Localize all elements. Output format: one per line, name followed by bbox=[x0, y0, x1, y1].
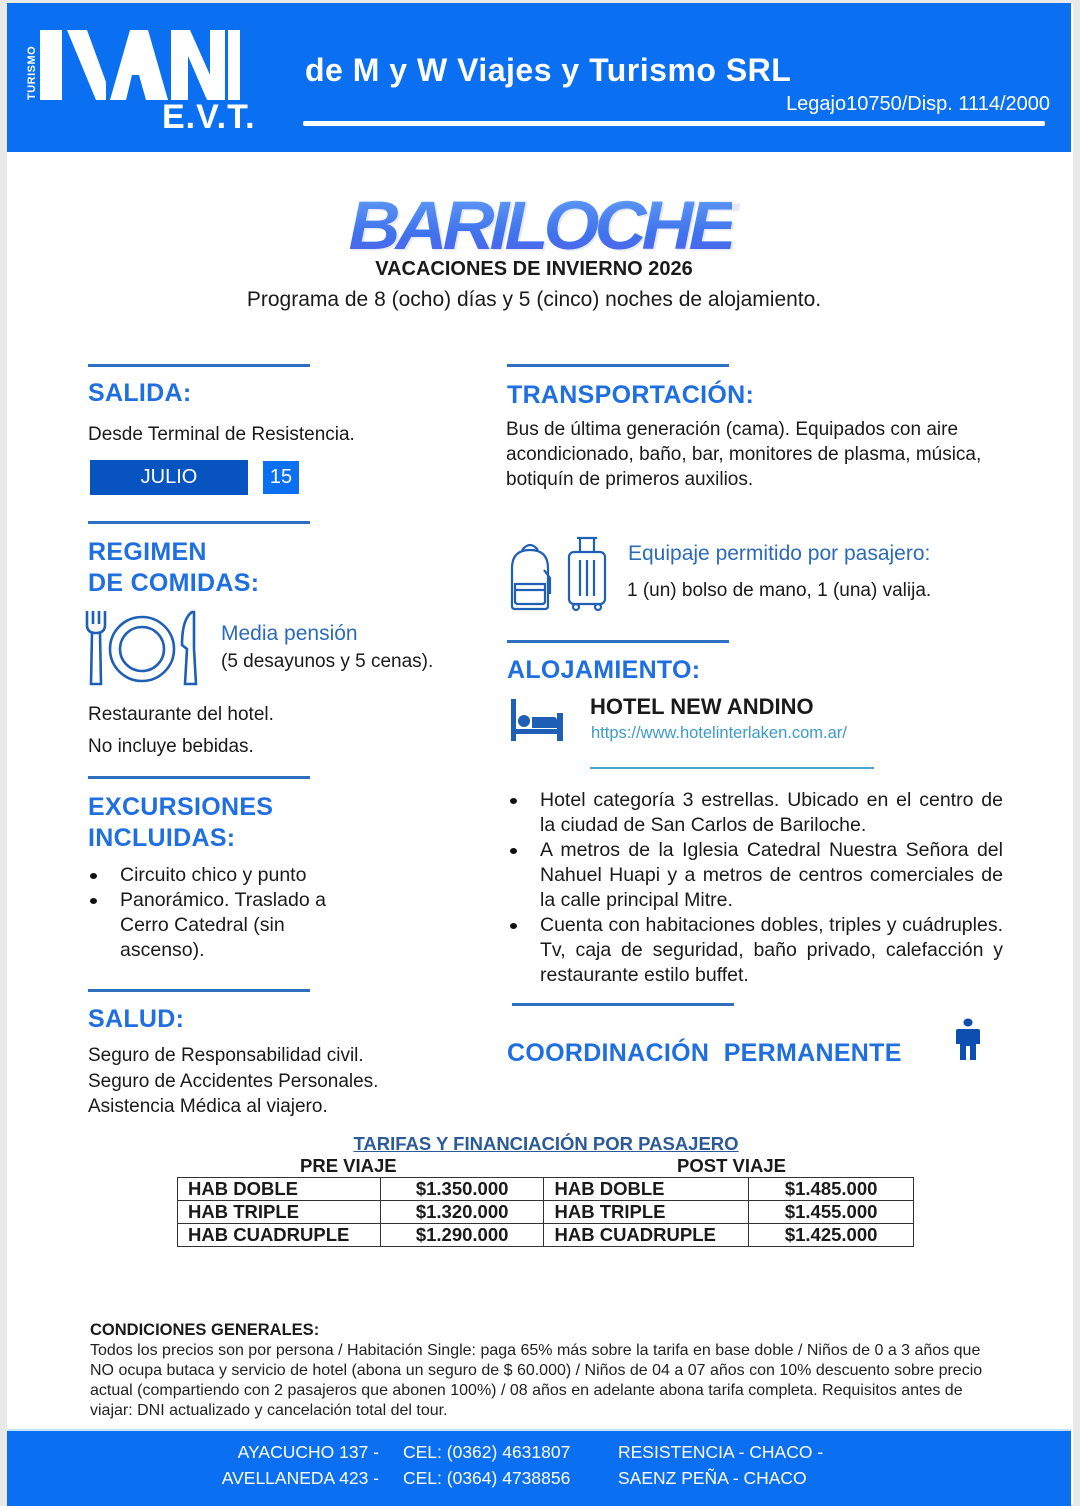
post-room-type: HAB DOBLE bbox=[544, 1178, 749, 1201]
post-price: $1.455.000 bbox=[749, 1201, 914, 1224]
bullet-icon bbox=[90, 873, 97, 879]
hotel-feature-item: A metros de la Iglesia Catedral Nuestra Señora del Nahuel Huapi y a metros de centros comerciales de la calle principal Mitre. bbox=[508, 838, 1003, 913]
section-divider bbox=[507, 364, 729, 367]
bullet-icon bbox=[510, 848, 517, 854]
footer-addresses bbox=[219, 1439, 379, 1491]
luggage-detail: 1 (un) bolso de mano, 1 (una) valija. bbox=[627, 580, 932, 601]
table-row bbox=[178, 1224, 914, 1247]
section-divider bbox=[88, 776, 310, 779]
post-price: $1.485.000 bbox=[749, 1178, 914, 1201]
departure-month-badge: JULIO bbox=[90, 460, 248, 495]
footer-banner bbox=[7, 1429, 1071, 1506]
table-row bbox=[178, 1201, 914, 1224]
post-viaje-header: POST VIAJE bbox=[677, 1155, 786, 1176]
title-block bbox=[0, 185, 1080, 267]
meal-plan-detail: (5 desayunos y 5 cenas). bbox=[221, 651, 434, 672]
excursion-item: Panorámico. Traslado a Cerro Catedral (sin ascenso). bbox=[88, 888, 338, 963]
footer-phones bbox=[403, 1439, 570, 1491]
footer-city: RESISTENCIA - CHACO - bbox=[618, 1442, 824, 1462]
hotel-divider bbox=[590, 767, 874, 769]
hotel-feature-item: Hotel categoría 3 estrellas. Ubicado en el centro de la ciudad de San Carlos de Bariloche. bbox=[508, 788, 1003, 838]
meal-note-drinks: No incluye bebidas. bbox=[88, 736, 254, 757]
salud-heading: SALUD: bbox=[88, 1005, 185, 1033]
post-price: $1.425.000 bbox=[749, 1224, 914, 1247]
logo-letter-v bbox=[67, 30, 106, 100]
logo-evt: E.V.T. bbox=[162, 98, 256, 136]
post-room-type: HAB CUADRUPLE bbox=[544, 1224, 749, 1247]
company-name: de M y W Viajes y Turismo SRL bbox=[305, 52, 792, 88]
hotel-website-link[interactable]: https://www.hotelinterlaken.com.ar/ bbox=[591, 724, 847, 742]
luggage-title: Equipaje permitido por pasajero: bbox=[628, 542, 931, 565]
footer-address: AYACUCHO 137 - bbox=[237, 1442, 379, 1462]
legajo-number: Legajo10750/Disp. 1114/2000 bbox=[786, 93, 1050, 115]
section-divider bbox=[88, 521, 310, 524]
meal-plan: Media pensión bbox=[221, 622, 358, 645]
salud-line: Seguro de Accidentes Personales. bbox=[88, 1071, 379, 1092]
alojamiento-heading: ALOJAMIENTO: bbox=[507, 656, 701, 684]
tarifas-title: TARIFAS Y FINANCIACIÓN POR PASAJERO bbox=[353, 1133, 739, 1154]
footer-city: SAENZ PEÑA - CHACO bbox=[618, 1468, 807, 1488]
pre-room-type: HAB CUADRUPLE bbox=[178, 1224, 381, 1247]
coordinacion-label: COORDINACIÓN PERMANENTE bbox=[507, 1039, 902, 1067]
hotel-name: HOTEL NEW ANDINO bbox=[590, 694, 814, 719]
pre-price: $1.350.000 bbox=[380, 1178, 544, 1201]
departure-day-badge: 15 bbox=[263, 461, 299, 494]
table-row bbox=[178, 1178, 914, 1201]
hotel-features-list bbox=[508, 788, 1003, 988]
bullet-icon bbox=[510, 923, 517, 929]
footer-address: AVELLANEDA 423 - bbox=[221, 1468, 379, 1488]
footer-cities bbox=[618, 1439, 823, 1491]
logo-letter-n bbox=[171, 30, 225, 100]
person-icon bbox=[955, 1018, 981, 1062]
footer-phone[interactable]: CEL: (0364) 4738856 bbox=[403, 1468, 571, 1488]
post-room-type: HAB TRIPLE bbox=[544, 1201, 749, 1224]
bed-icon bbox=[510, 697, 564, 743]
conditions-title: CONDICIONES GENERALES: bbox=[90, 1321, 320, 1339]
excursiones-heading bbox=[88, 792, 273, 854]
header-divider bbox=[303, 121, 1045, 126]
transportacion-text: Bus de última generación (cama). Equipados con aire acondicionado, baño, bar, monitores de plasma, música, botiquín de primeros auxilios. bbox=[506, 419, 982, 490]
backpack-icon bbox=[506, 538, 556, 612]
hotel-feature-item: Cuenta con habitaciones dobles, triples y cuádruples. Tv, caja de seguridad, baño privado, calefacción y restaurante estilo buffet. bbox=[508, 913, 1003, 988]
salida-heading: SALIDA: bbox=[88, 379, 192, 407]
program-duration: Programa de 8 (ocho) días y 5 (cinco) noches de alojamiento. bbox=[246, 288, 822, 311]
pre-room-type: HAB DOBLE bbox=[178, 1178, 381, 1201]
regimen-heading-line2: DE COMIDAS: bbox=[88, 569, 260, 597]
logo-turismo-text: TURISMO bbox=[26, 45, 38, 100]
cutlery-plate-icon bbox=[84, 609, 204, 687]
rates-table bbox=[177, 1177, 914, 1247]
section-divider bbox=[88, 989, 310, 992]
pre-price: $1.320.000 bbox=[380, 1201, 544, 1224]
excursiones-heading-line2: INCLUIDAS: bbox=[88, 824, 236, 852]
suitcase-icon bbox=[566, 536, 608, 612]
regimen-heading bbox=[88, 537, 259, 599]
excursion-item: Circuito chico y punto bbox=[88, 863, 338, 888]
logo-letter-i bbox=[40, 30, 62, 100]
section-divider bbox=[88, 364, 310, 367]
excursiones-heading-line1: EXCURSIONES bbox=[88, 793, 274, 821]
bullet-icon bbox=[510, 798, 517, 804]
salida-text: Desde Terminal de Resistencia. bbox=[88, 424, 355, 445]
salud-line: Asistencia Médica al viajero. bbox=[88, 1096, 328, 1117]
section-divider bbox=[512, 1003, 734, 1006]
pre-price: $1.290.000 bbox=[380, 1224, 544, 1247]
logo-letter-i2 bbox=[228, 30, 240, 100]
season-subtitle: VACACIONES DE INVIERNO 2026 bbox=[375, 258, 693, 280]
section-divider bbox=[507, 640, 729, 643]
conditions-body: Todos los precios son por persona / Habitación Single: paga 65% más sobre la tarifa en base doble / Niños de 0 a 3 años que NO ocupa butaca y servicio de hotel (abona un seguro de $ 60.000) / Niños de 04 a 07 años con 10% descuento sobre precio actual (compartiendo con 2 pasajeros que abonen 100%) / 08 años en adelante abona tarifa completa. Requisitos antes de viajar: DNI actualizado y cancelación total del tour. bbox=[90, 1342, 983, 1419]
ivani-logo bbox=[40, 30, 240, 100]
transportacion-heading: TRANSPORTACIÓN: bbox=[507, 381, 755, 409]
destination-title: BARILOCHE bbox=[348, 188, 732, 264]
excursion-list bbox=[88, 863, 338, 963]
meal-note-restaurant: Restaurante del hotel. bbox=[88, 704, 274, 725]
bullet-icon bbox=[90, 898, 97, 904]
pre-room-type: HAB TRIPLE bbox=[178, 1201, 381, 1224]
footer-phone[interactable]: CEL: (0362) 4631807 bbox=[403, 1442, 571, 1462]
pre-viaje-header: PRE VIAJE bbox=[300, 1155, 397, 1176]
regimen-heading-line1: REGIMEN bbox=[88, 538, 207, 566]
logo-letter-a bbox=[110, 30, 168, 100]
salud-line: Seguro de Responsabilidad civil. bbox=[88, 1045, 364, 1066]
